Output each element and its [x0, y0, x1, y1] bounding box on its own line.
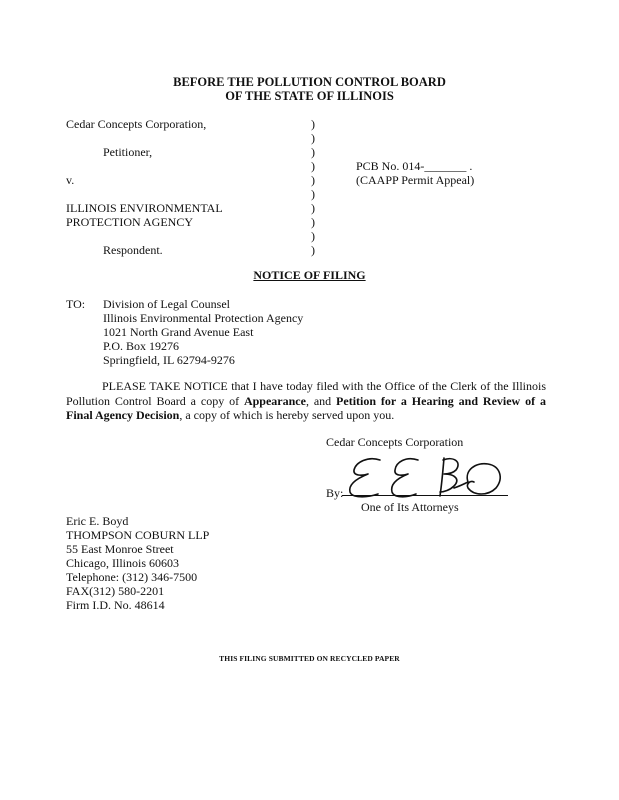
petition-document: Petition for a Hearing and Review of a Final Agency Decision — [66, 393, 546, 422]
signatory-company: Cedar Concepts Corporation — [326, 435, 464, 449]
appearance-document: Appearance — [243, 393, 306, 408]
paren: ) — [311, 229, 315, 243]
caption-parentheses — [311, 117, 321, 257]
attorney-line: Telephone: (312) 346-7500 — [66, 570, 198, 584]
recipient-line: P.O. Box 19276 — [103, 339, 180, 353]
petitioner-name: Cedar Concepts Corporation, — [66, 117, 207, 131]
paren: ) — [311, 117, 315, 131]
notice-title: NOTICE OF FILING — [253, 268, 366, 282]
court-name-line1: BEFORE THE POLLUTION CONTROL BOARD — [173, 75, 446, 89]
case-type: (CAAPP Permit Appeal) — [356, 173, 475, 187]
paren: ) — [311, 243, 315, 257]
to-label: TO: — [66, 297, 86, 311]
attorney-line: Firm I.D. No. 48614 — [66, 598, 165, 612]
recipient-line: 1021 North Grand Avenue East — [103, 325, 254, 339]
attorney-line: 55 East Monroe Street — [66, 542, 174, 556]
attorney-line: Eric E. Boyd — [66, 514, 129, 528]
paren: ) — [311, 215, 315, 229]
recipient-line: Illinois Environmental Protection Agency — [103, 311, 304, 325]
paren: ) — [311, 187, 315, 201]
recipient-line: Division of Legal Counsel — [103, 297, 230, 311]
by-label: By: — [326, 486, 344, 500]
paren: ) — [311, 173, 315, 187]
notice-text: PLEASE TAKE NOTICE that I have today filed with the Office of the Clerk of the Illinois Pollution Control Board a copy of — [66, 379, 546, 408]
notice-text: , and — [305, 393, 337, 408]
respondent-name-line1: ILLINOIS ENVIRONMENTAL — [66, 201, 223, 215]
versus-label: v. — [66, 173, 75, 187]
paren: ) — [311, 159, 315, 173]
attorney-label: One of Its Attorneys — [361, 500, 459, 514]
respondent-name-line2: PROTECTION AGENCY — [66, 215, 194, 229]
respondent-role: Respondent. — [103, 243, 163, 257]
case-number: PCB No. 014-_______ . — [356, 159, 473, 173]
attorney-line: THOMPSON COBURN LLP — [66, 528, 210, 542]
handwritten-signature — [340, 452, 516, 502]
recycled-paper-footer: THIS FILING SUBMITTED ON RECYCLED PAPER — [219, 654, 400, 663]
attorney-line: FAX(312) 580-2201 — [66, 584, 165, 598]
court-name-line2: OF THE STATE OF ILLINOIS — [225, 89, 394, 103]
paren: ) — [311, 131, 315, 145]
paren: ) — [311, 145, 315, 159]
recipient-line: Springfield, IL 62794-9276 — [103, 353, 235, 367]
attorney-line: Chicago, Illinois 60603 — [66, 556, 179, 570]
notice-paragraph — [66, 379, 546, 423]
petitioner-role: Petitioner, — [103, 145, 153, 159]
paren: ) — [311, 201, 315, 215]
notice-text: , a copy of which is hereby served upon you. — [179, 408, 395, 422]
